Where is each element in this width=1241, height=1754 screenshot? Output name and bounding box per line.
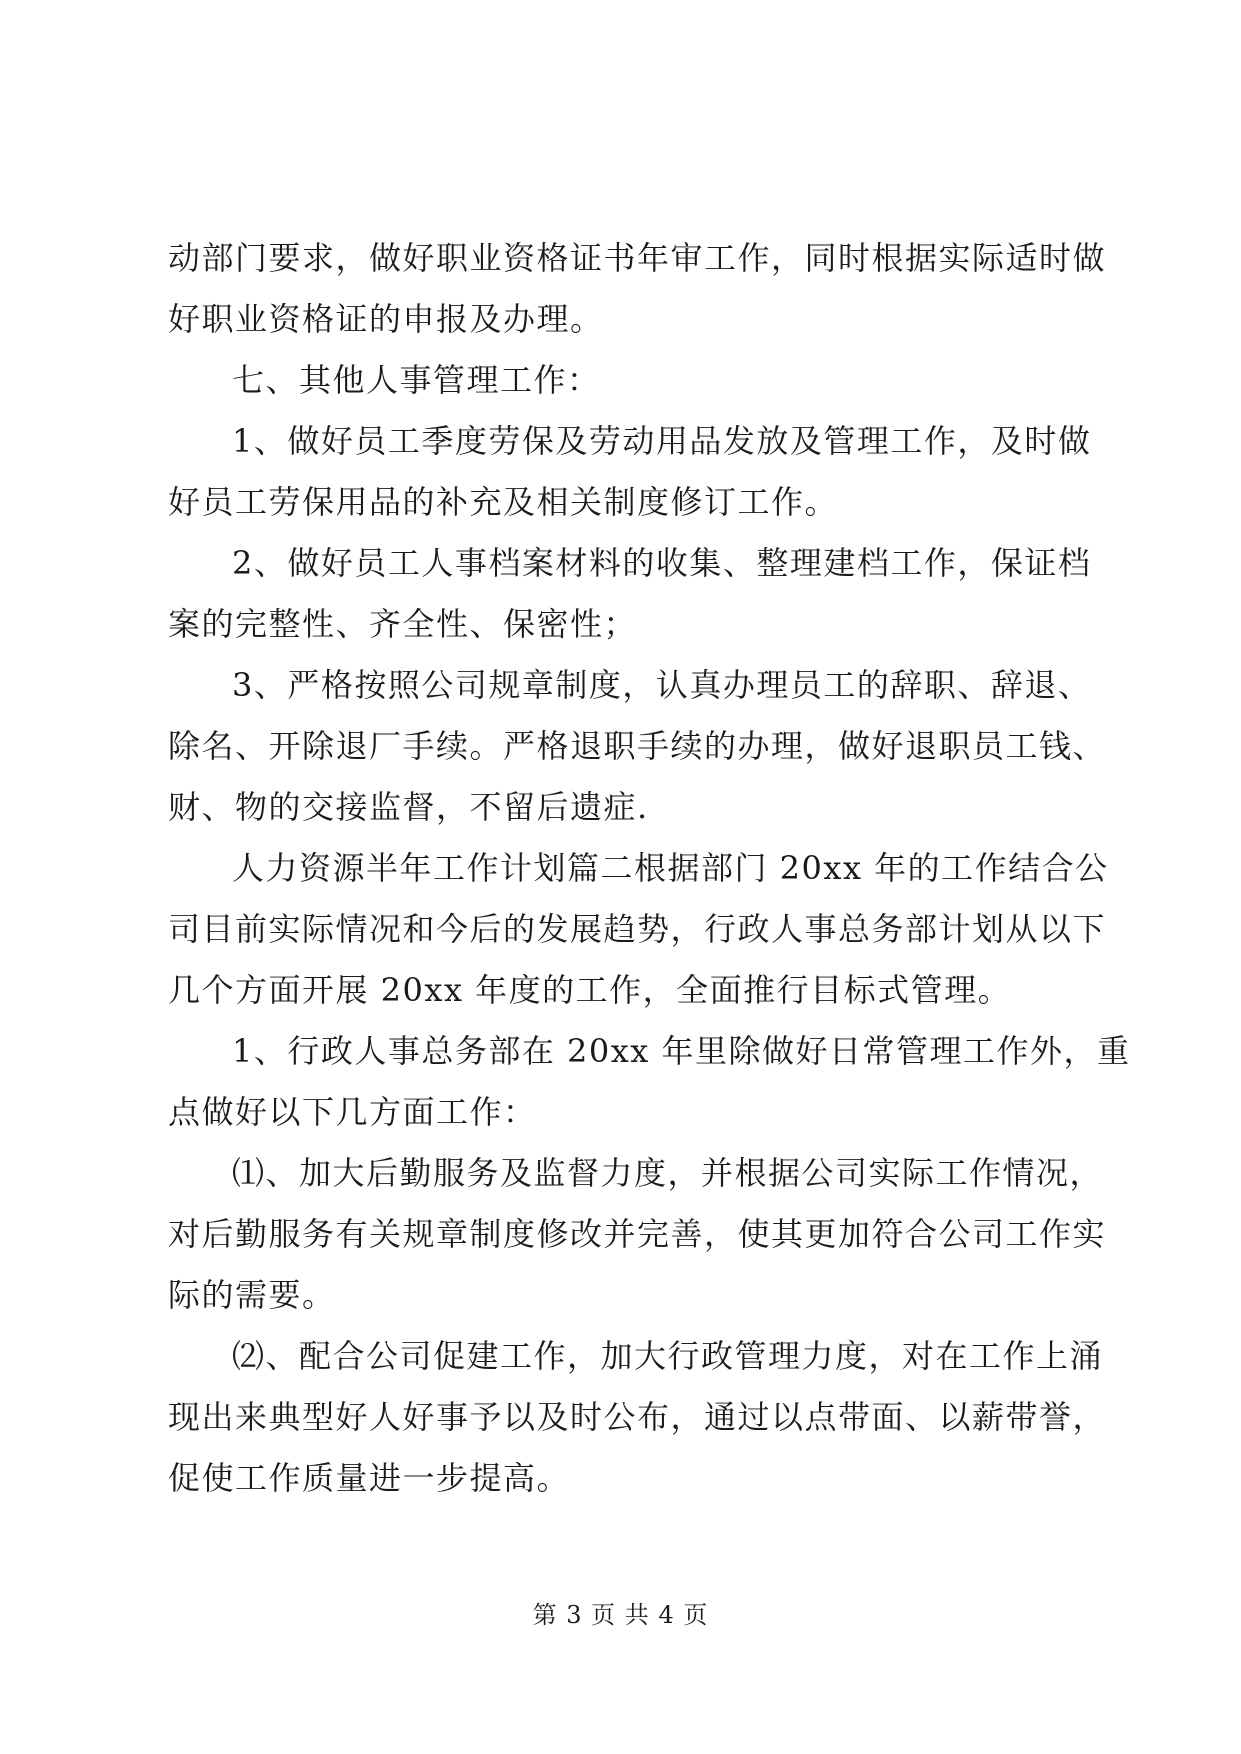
text-line: 案的完整性、齐全性、保密性；	[168, 605, 638, 643]
text-line: 际的需要。	[168, 1276, 336, 1314]
text-line: 动部门要求，做好职业资格证书年审工作，同时根据实际适时做	[168, 239, 1107, 277]
text-line: 司目前实际情况和今后的发展趋势，行政人事总务部计划从以下	[168, 910, 1107, 948]
text-line: 财、物的交接监督，不留后遗症.	[168, 788, 649, 826]
text-line: 除名、开除退厂手续。严格退职手续的办理，做好退职员工钱、	[168, 727, 1107, 765]
text-line: 好职业资格证的申报及办理。	[168, 300, 604, 338]
text-line: ⑴、加大后勤服务及监督力度，并根据公司实际工作情况，	[232, 1154, 1104, 1192]
text-line: 对后勤服务有关规章制度修改并完善，使其更加符合公司工作实	[168, 1215, 1107, 1253]
text-line: 现出来典型好人好事予以及时公布，通过以点带面、以薪带誉，	[168, 1398, 1107, 1436]
text-line: 好员工劳保用品的补充及相关制度修订工作。	[168, 483, 839, 521]
text-line: 2、做好员工人事档案材料的收集、整理建档工作，保证档	[232, 544, 1092, 582]
text-line: 1、行政人事总务部在 20xx 年里除做好日常管理工作外，重	[232, 1032, 1131, 1070]
page-number-footer: 第 3 页 共 4 页	[532, 1601, 709, 1629]
text-line: 3、严格按照公司规章制度，认真办理员工的辞职、辞退、	[232, 666, 1092, 704]
text-line: 1、做好员工季度劳保及劳动用品发放及管理工作，及时做	[232, 422, 1092, 460]
text-line: 人力资源半年工作计划篇二根据部门 20xx 年的工作结合公	[232, 849, 1109, 887]
text-line: 促使工作质量进一步提高。	[168, 1459, 571, 1497]
section-heading: 七、其他人事管理工作：	[232, 361, 601, 399]
text-line: 几个方面开展 20xx 年度的工作，全面推行目标式管理。	[168, 971, 1012, 1009]
text-line: 点做好以下几方面工作：	[168, 1093, 537, 1131]
document-body	[168, 228, 1131, 1509]
text-line: ⑵、配合公司促建工作，加大行政管理力度，对在工作上涌	[232, 1337, 1104, 1375]
